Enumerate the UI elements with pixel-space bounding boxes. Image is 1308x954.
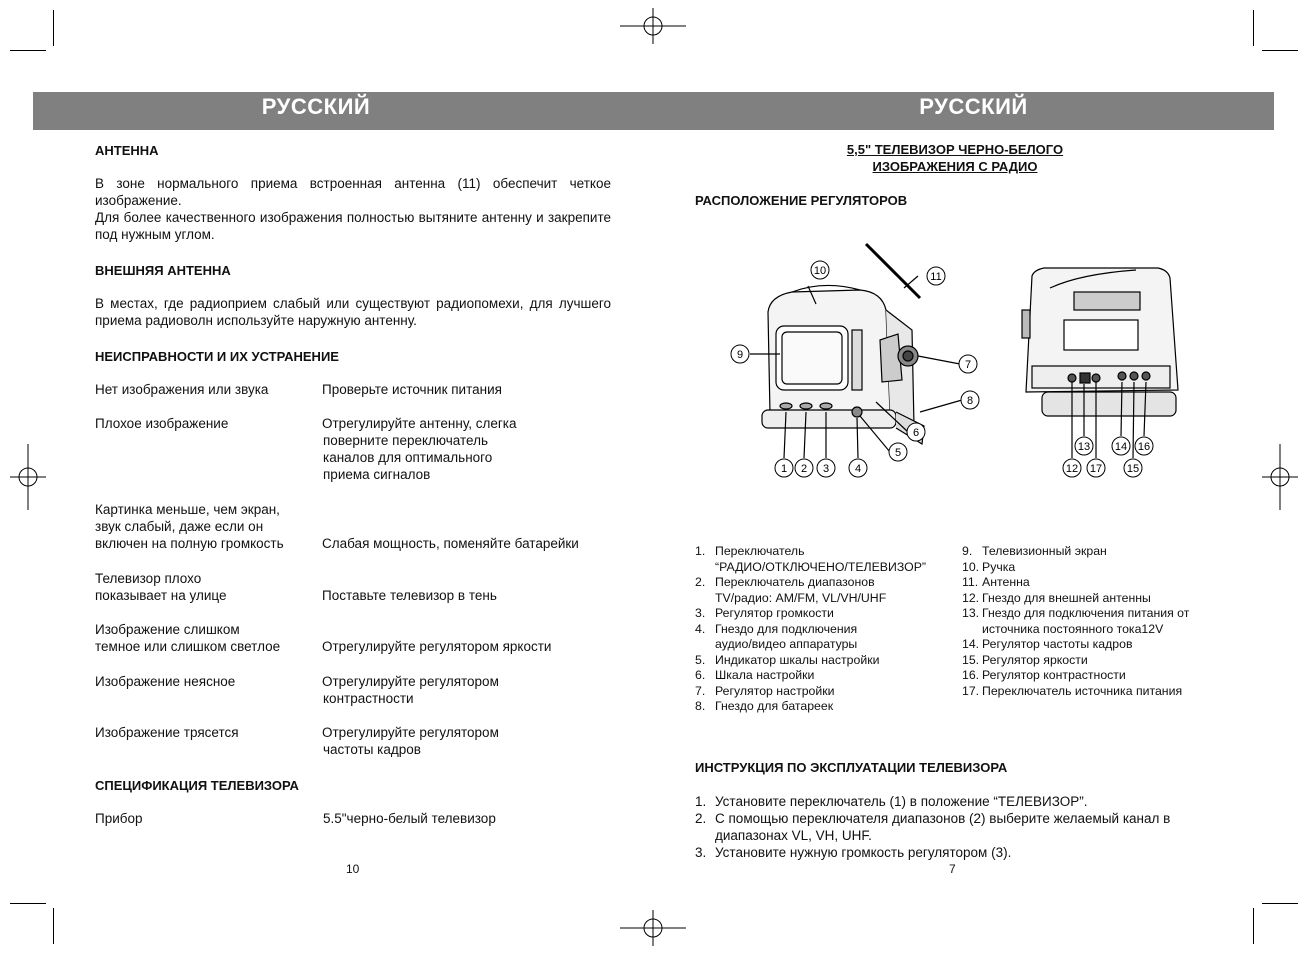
trouble-solution-line: частоты кадров xyxy=(323,742,421,757)
controls-heading: РАСПОЛОЖЕНИЕ РЕГУЛЯТОРОВ xyxy=(695,193,908,208)
parts-list-item xyxy=(695,699,955,715)
spec-value: 5.5"черно-белый телевизор xyxy=(323,811,496,826)
trouble-problem-line: Картинка меньше, чем экран, xyxy=(95,502,280,517)
trouble-solution-line: Слабая мощность, поменяйте батарейки xyxy=(322,536,579,551)
parts-list-item xyxy=(962,684,1222,700)
callout-label: 5 xyxy=(894,447,902,459)
trouble-problem-line: Изображение трясется xyxy=(95,725,239,740)
callout-label: 13 xyxy=(1077,441,1091,453)
trouble-problem-line: звук слабый, даже если он xyxy=(95,519,264,534)
trouble-problem-line: темное или слишком светлое xyxy=(95,639,281,654)
trouble-solution xyxy=(322,724,499,758)
troubleshooting-heading: НЕИСПРАВНОСТИ И ИХ УСТРАНЕНИЕ xyxy=(95,349,339,364)
parts-list-number xyxy=(695,591,715,607)
trouble-solution xyxy=(322,535,579,552)
parts-list-text: Гнездо для подключения xyxy=(715,621,858,636)
instruction-text: Установите переключатель (1) в положение “ТЕЛЕВИЗОР”. xyxy=(715,794,1088,809)
parts-list-text: Переключатель диапазонов xyxy=(715,575,875,589)
parts-list-number: 9. xyxy=(962,544,973,558)
crop-mark xyxy=(53,908,54,944)
parts-list-text: Регулятор яркости xyxy=(982,652,1088,667)
trouble-problem-line: Изображение слишком xyxy=(95,622,240,637)
parts-list-number: 12. xyxy=(962,590,980,605)
instruction-text: Установите нужную громкость регулятором (3). xyxy=(715,845,1012,860)
trouble-problem-line: включен на полную громкость xyxy=(95,536,284,551)
crop-mark xyxy=(1253,10,1254,46)
trouble-problem-line: показывает на улице xyxy=(95,588,227,603)
tv-diagram xyxy=(700,230,1220,490)
trouble-solution-line: Отрегулируйте регулятором яркости xyxy=(322,639,552,654)
trouble-solution-line: Отрегулируйте регулятором xyxy=(322,674,499,689)
parts-list-number: 10. xyxy=(962,559,980,574)
parts-list-item xyxy=(962,544,1222,560)
parts-list-item xyxy=(695,637,955,653)
callout-label: 2 xyxy=(800,463,808,475)
parts-list-number: 2. xyxy=(695,575,706,589)
trouble-solution-line: каналов для оптимального xyxy=(323,450,493,465)
registration-mark xyxy=(10,444,46,510)
parts-list-number: 3. xyxy=(695,606,706,620)
parts-list-number: 11. xyxy=(962,575,979,589)
right-page-number: 7 xyxy=(949,862,956,876)
instruction-item xyxy=(695,844,1225,861)
parts-list-item xyxy=(695,544,955,560)
callout-label: 6 xyxy=(912,427,920,439)
registration-mark xyxy=(620,910,686,946)
trouble-problem xyxy=(95,621,280,655)
trouble-solution-line: Отрегулируйте антенну, слегка xyxy=(322,416,517,431)
parts-list-number: 17. xyxy=(962,683,980,698)
callout-label: 12 xyxy=(1065,463,1079,475)
parts-list-number: 14. xyxy=(962,637,980,651)
parts-list-text: Переключатель источника питания xyxy=(982,683,1183,698)
callout-label: 11 xyxy=(930,271,942,283)
external-antenna-paragraph: В местах, где радиоприем слабый или существуют радиопомехи, для лучшего приема радиоволн используйте наружную антенну. xyxy=(95,296,611,328)
left-header-title: РУССКИЙ xyxy=(261,94,371,119)
trouble-solution-line: приема сигналов xyxy=(323,467,431,482)
instruction-item xyxy=(695,793,1225,810)
trouble-problem-line: Изображение неясное xyxy=(95,674,236,689)
parts-list-item xyxy=(962,606,1222,622)
instruction-item xyxy=(695,810,1225,844)
antenna-heading: АНТЕННА xyxy=(95,143,159,158)
trouble-solution xyxy=(322,415,517,483)
trouble-solution-line: Отрегулируйте регулятором xyxy=(322,725,499,740)
instruction-number: 3. xyxy=(695,845,707,860)
parts-list-number: 1. xyxy=(695,544,706,558)
operating-instructions-list xyxy=(695,793,1225,861)
parts-list-number xyxy=(962,622,982,638)
parts-list-number xyxy=(695,560,715,576)
parts-list-text: источника постоянного тока12V xyxy=(982,621,1164,636)
parts-list-text: Антенна xyxy=(982,575,1030,589)
parts-list-item xyxy=(962,591,1222,607)
trouble-problem xyxy=(95,673,235,690)
parts-list-text: Гнездо для подключения питания от xyxy=(982,606,1190,620)
parts-list-item xyxy=(695,653,955,669)
parts-list-number: 15. xyxy=(962,652,980,667)
left-header-bar xyxy=(33,92,643,130)
parts-list-text: Регулятор настройки xyxy=(715,683,835,698)
parts-list-text: Регулятор громкости xyxy=(715,606,834,620)
parts-list-item xyxy=(695,575,955,591)
parts-list-text: Регулятор частоты кадров xyxy=(982,637,1133,651)
parts-list-item xyxy=(962,637,1222,653)
trouble-solution xyxy=(322,381,502,398)
trouble-problem-line: Нет изображения или звука xyxy=(95,382,269,397)
spec-label: Прибор xyxy=(95,811,143,826)
parts-list-text: “РАДИО/ОТКЛЮЧЕНО/ТЕЛЕВИЗОР” xyxy=(715,559,926,574)
instruction-text: С помощью переключателя диапазонов (2) выберите желаемый канал в диапазонах VL, VH, UHF. xyxy=(715,811,1171,843)
parts-list-item xyxy=(962,575,1222,591)
parts-list-number: 6. xyxy=(695,668,706,682)
callout-label: 14 xyxy=(1114,441,1128,453)
right-header-bar xyxy=(643,92,1274,130)
crop-mark xyxy=(53,10,54,46)
parts-list-item xyxy=(962,560,1222,576)
parts-list-text: Гнездо для батареек xyxy=(715,699,834,713)
parts-list-item xyxy=(695,606,955,622)
parts-list-text: Шкала настройки xyxy=(715,668,815,682)
parts-list-number: 5. xyxy=(695,652,706,667)
callout-label: 10 xyxy=(813,265,827,277)
instruction-number: 2. xyxy=(695,811,707,826)
parts-list-item xyxy=(695,622,955,638)
trouble-solution-line: поверните переключатель xyxy=(323,433,488,448)
trouble-solution-line: Проверьте источник питания xyxy=(322,382,502,397)
callout-label: 17 xyxy=(1089,463,1103,475)
trouble-solution xyxy=(322,673,499,707)
parts-list-item xyxy=(962,653,1222,669)
parts-list-number xyxy=(695,637,715,653)
callout-label: 3 xyxy=(822,463,830,475)
parts-list-item xyxy=(962,668,1222,684)
parts-list-number: 13. xyxy=(962,606,980,620)
callout-label: 9 xyxy=(736,349,744,361)
parts-list-item xyxy=(695,668,955,684)
trouble-problem xyxy=(95,501,284,552)
trouble-problem-line: Телевизор плохо xyxy=(95,571,202,586)
trouble-problem xyxy=(95,570,226,604)
crop-mark xyxy=(1253,908,1254,944)
antenna-paragraph-1: В зоне нормального приема встроенная антенна (11) обеспечит четкое изображение. xyxy=(95,176,611,208)
crop-mark xyxy=(1262,50,1298,51)
parts-list-number: 7. xyxy=(695,683,706,698)
parts-list-number: 16. xyxy=(962,668,980,682)
trouble-problem-line: Плохое изображение xyxy=(95,416,229,431)
parts-list-column-2 xyxy=(962,544,1222,699)
parts-list-number: 4. xyxy=(695,621,706,636)
callout-label: 8 xyxy=(966,395,974,407)
crop-mark xyxy=(10,903,46,904)
callout-label: 15 xyxy=(1126,463,1140,475)
instruction-number: 1. xyxy=(695,794,707,809)
parts-list-text: Индикатор шкалы настройки xyxy=(715,652,880,667)
registration-mark xyxy=(620,8,686,44)
antenna-paragraph-2: Для более качественного изображения полностью вытяните антенну и закрепите под нужным углом. xyxy=(95,210,611,242)
crop-mark xyxy=(1262,903,1298,904)
trouble-solution-line: Поставьте телевизор в тень xyxy=(322,588,497,603)
parts-list-column-1 xyxy=(695,544,955,715)
product-title-line1: 5,5" ТЕЛЕВИЗОР ЧЕРНО-БЕЛОГО xyxy=(846,142,1064,157)
trouble-solution xyxy=(322,638,551,655)
parts-list-text: Регулятор контрастности xyxy=(982,668,1126,682)
trouble-solution-line: контрастности xyxy=(323,691,414,706)
tv-back-view-illustration xyxy=(1022,268,1178,416)
trouble-problem xyxy=(95,724,239,741)
callout-label: 4 xyxy=(854,463,862,475)
spec-heading: СПЕЦИФИКАЦИЯ ТЕЛЕВИЗОРА xyxy=(95,778,299,793)
right-header-title: РУССКИЙ xyxy=(919,94,1028,119)
parts-list-item xyxy=(962,622,1222,638)
trouble-problem xyxy=(95,381,268,398)
callout-label: 7 xyxy=(964,359,972,371)
parts-list-number: 8. xyxy=(695,699,706,713)
external-antenna-heading: ВНЕШНЯЯ АНТЕННА xyxy=(95,263,231,278)
parts-list-text: Ручка xyxy=(982,559,1016,574)
parts-list-text: Переключатель xyxy=(715,544,805,558)
registration-mark xyxy=(1262,444,1298,510)
parts-list-text: Гнездо для внешней антенны xyxy=(982,590,1151,605)
parts-list-text: аудио/видео аппаратуры xyxy=(715,637,858,651)
parts-list-text: TV/радио: AM/FM, VL/VH/UHF xyxy=(715,590,887,605)
parts-list-item xyxy=(695,560,955,576)
trouble-solution xyxy=(322,587,497,604)
operating-instructions-heading: ИНСТРУКЦИЯ ПО ЭКСПЛУАТАЦИИ ТЕЛЕВИЗОРА xyxy=(695,760,1008,775)
left-page-number: 10 xyxy=(346,862,360,876)
callout-label: 16 xyxy=(1137,441,1151,453)
crop-mark xyxy=(10,50,46,51)
parts-list-text: Телевизионный экран xyxy=(982,544,1107,558)
parts-list-item xyxy=(695,591,955,607)
product-title-line2: ИЗОБРАЖЕНИЯ С РАДИО xyxy=(872,159,1038,174)
trouble-problem xyxy=(95,415,228,432)
callout-label: 1 xyxy=(780,463,788,475)
parts-list-item xyxy=(695,684,955,700)
